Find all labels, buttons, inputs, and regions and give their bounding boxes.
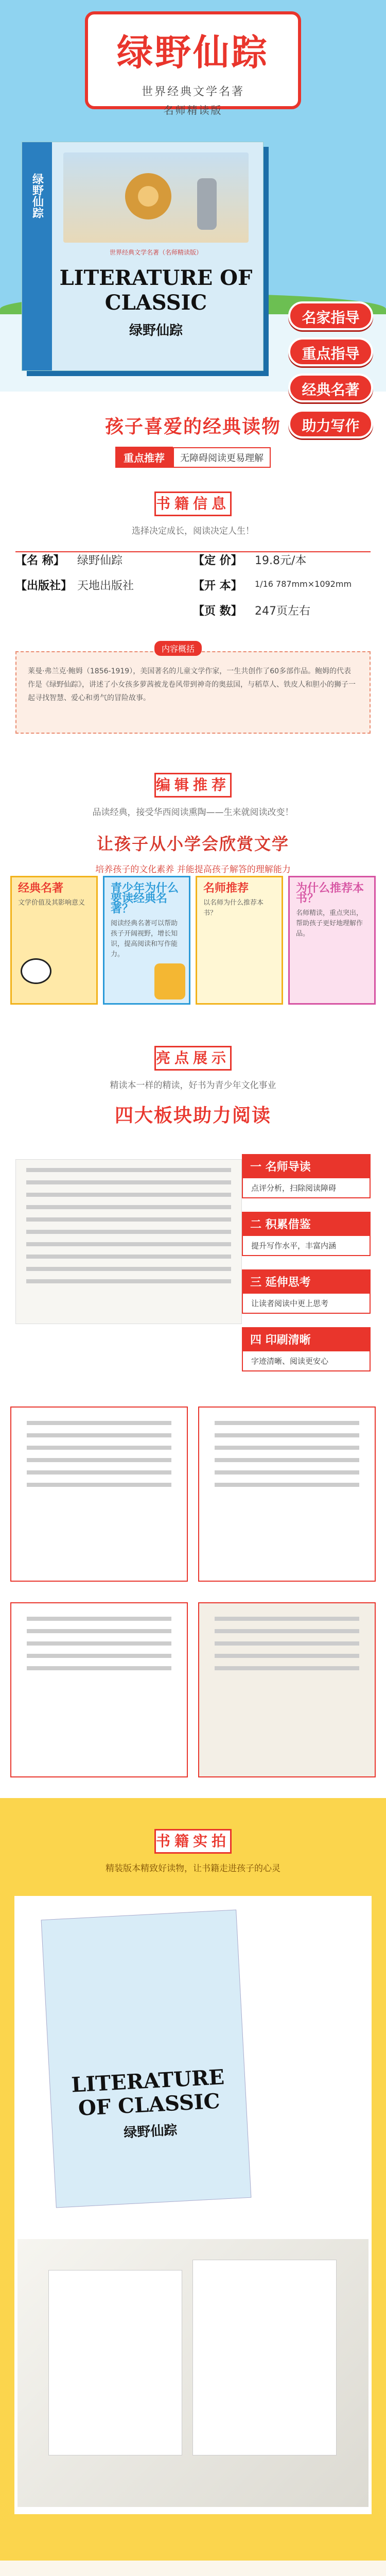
text-line — [26, 1230, 231, 1234]
info-row — [193, 602, 371, 618]
feature-desc: 字迹清晰、阅读更安心 — [242, 1351, 371, 1371]
text-line — [26, 1168, 231, 1172]
feature-head: 一 名师导读 — [242, 1154, 371, 1178]
intro-headline: 孩子喜爱的经典读物 — [104, 416, 281, 437]
intro-section — [0, 392, 386, 639]
feature-item — [242, 1269, 371, 1314]
cover-illustration — [63, 152, 249, 243]
info-value: 247页左右 — [255, 605, 310, 618]
text-line — [27, 1446, 171, 1450]
photo-book-title-cn: 绿野仙踪 — [123, 2123, 178, 2141]
photo-page — [48, 2270, 182, 2455]
text-line — [215, 1483, 359, 1487]
info-value: 19.8元/本 — [255, 554, 307, 567]
example-page — [10, 1602, 188, 1777]
book-spine — [22, 142, 52, 370]
photo-book-title-en: LITERATURE OF CLASSIC — [71, 2065, 225, 2121]
features-section — [0, 1025, 386, 1386]
feature-head: 二 积累借鉴 — [242, 1212, 371, 1236]
text-line — [215, 1654, 359, 1658]
section-title-features: 亮点展示 — [154, 1046, 232, 1071]
text-line — [215, 1470, 359, 1475]
tag-item: 经典名著 — [288, 374, 373, 402]
feature-item — [242, 1327, 371, 1371]
info-key: 【名 称】 — [15, 554, 65, 567]
ribbon-row — [0, 447, 386, 468]
examples-section — [0, 1386, 386, 1798]
divider — [15, 551, 371, 552]
info-row — [15, 577, 193, 593]
text-line — [26, 1255, 231, 1259]
summary-text: 莱曼·弗兰克·鲍姆（1856-1919），美国著名的儿童文学作家，一生共创作了60多部作品。鲍姆的代表作是《绿野仙踪》，讲述了小女孩多萝茜被龙卷风带到神奇的奥兹国，与稻草人、铁皮人和胆小的狮子一起寻找智慧、爱心和勇气的冒险故事。 — [15, 651, 371, 734]
info-row — [193, 552, 371, 568]
card-text: 以名师为什么推荐本书？ — [203, 899, 264, 917]
card-heading: 为什么推荐本书？ — [296, 882, 364, 905]
section-subtitle-features: 精读本一样的精读，好书为青少年文化事业 — [110, 1080, 276, 1091]
tag-item: 名家指导 — [288, 301, 373, 330]
ribbon-label: 重点推荐 — [115, 447, 173, 468]
text-line — [27, 1458, 171, 1462]
text-line — [215, 1458, 359, 1462]
text-line — [27, 1641, 171, 1646]
text-line — [27, 1654, 171, 1658]
panda-icon — [21, 958, 51, 984]
feature-head: 四 印刷清晰 — [242, 1327, 371, 1351]
info-key: 【出版社】 — [15, 580, 73, 592]
card-heading: 经典名著 — [18, 882, 64, 895]
info-value: 绿野仙踪 — [77, 554, 123, 567]
card-heading: 青少年为什么要读经典名著？ — [111, 882, 179, 916]
info-key: 【定 价】 — [193, 554, 242, 567]
info-key: 【页 数】 — [193, 605, 242, 618]
card-text: 文学价值及其影响意义 — [18, 899, 85, 907]
book-cover — [22, 142, 264, 371]
ribbon-text: 无障碍阅读更易理解 — [173, 447, 271, 468]
lion-face — [138, 186, 159, 207]
section-subtitle-editor: 品读经典，接受华西阅读熏陶——生来就阅读改变！ — [92, 807, 294, 818]
giraffe-icon — [154, 963, 185, 999]
text-line — [27, 1483, 171, 1487]
sample-page-image — [15, 1159, 242, 1324]
text-line — [215, 1446, 359, 1450]
info-row — [15, 602, 193, 618]
section-subtitle-photo: 精装版本精致好读物，让书籍走进孩子的心灵 — [106, 1863, 280, 1874]
text-line — [27, 1470, 171, 1475]
text-line — [26, 1267, 231, 1271]
text-line — [26, 1205, 231, 1209]
photo-open-pages — [17, 2239, 369, 2507]
text-line — [26, 1193, 231, 1197]
feature-desc: 点评分析，扫除阅读障碍 — [242, 1178, 371, 1198]
feature-desc: 提升写作水平，丰富内涵 — [242, 1236, 371, 1256]
book-title-en: LITERATURE OF CLASSIC — [59, 266, 253, 315]
editor-headline: 让孩子从小学会欣赏文学 — [96, 834, 289, 854]
title-subtitle: 世界经典文学名著 — [141, 86, 244, 98]
recommend-card — [196, 876, 283, 1005]
text-line — [27, 1629, 171, 1633]
text-line — [26, 1242, 231, 1246]
info-row — [15, 552, 193, 568]
section-title-editor: 编辑推荐 — [154, 773, 232, 798]
feature-list — [242, 1154, 371, 1385]
card-heading: 名师推荐 — [203, 882, 249, 895]
toc-section — [0, 2561, 386, 2576]
info-table — [15, 552, 371, 618]
text-line — [215, 1629, 359, 1633]
text-line — [215, 1433, 359, 1437]
text-line — [27, 1617, 171, 1621]
tin-man-illustration — [197, 178, 217, 230]
editor-section — [0, 742, 386, 1025]
info-key: 【开 本】 — [193, 580, 242, 592]
text-line — [215, 1666, 359, 1670]
info-value: 天地出版社 — [77, 580, 134, 592]
page-title: 绿野仙踪 — [117, 31, 269, 74]
recommend-card — [288, 876, 376, 1005]
feature-item — [242, 1154, 371, 1198]
photo-page — [192, 2260, 337, 2455]
feature-item — [242, 1212, 371, 1256]
features-headline: 四大板块助力阅读 — [114, 1105, 271, 1126]
title-subtitle-2: 名师精读版 — [163, 104, 223, 116]
summary-label: 内容概括 — [154, 641, 202, 656]
recommend-cards — [10, 876, 376, 1005]
section-subtitle-info: 选择决定成长，阅读决定人生！ — [132, 526, 254, 536]
text-line — [27, 1666, 171, 1670]
book-open-photo — [198, 1602, 376, 1777]
text-line — [215, 1421, 359, 1425]
info-key — [15, 602, 77, 618]
feature-head: 三 延伸思考 — [242, 1269, 371, 1294]
book-badge: 世界经典文学名著（名师精读版） — [109, 249, 202, 256]
text-line — [215, 1641, 359, 1646]
summary-section — [0, 639, 386, 742]
book-title-cn: 绿野仙踪 — [129, 323, 183, 338]
section-title-photo: 书籍实拍 — [154, 1829, 232, 1854]
book-spine-text: 绿野仙踪 — [30, 173, 44, 218]
title-banner — [85, 11, 301, 116]
feature-desc: 让读者阅读中更上思考 — [242, 1294, 371, 1314]
info-row — [193, 577, 371, 593]
text-line — [26, 1279, 231, 1283]
section-title-info: 书籍信息 — [154, 492, 232, 516]
text-line — [215, 1617, 359, 1621]
example-page — [10, 1406, 188, 1582]
card-text: 阅读经典名著可以帮助孩子开阔视野，增长知识，提高阅读和写作能力。 — [111, 920, 178, 958]
text-line — [26, 1217, 231, 1222]
photo-book-cover — [41, 1909, 252, 2208]
example-row — [10, 1602, 376, 1777]
text-line — [26, 1180, 231, 1184]
text-line — [27, 1421, 171, 1425]
example-page — [198, 1406, 376, 1582]
info-value: 1/16 787mm×1092mm — [255, 579, 352, 589]
example-row — [10, 1406, 376, 1582]
card-text: 名师精读，重点突出，帮助孩子更好地理解作品。 — [296, 909, 363, 938]
recommend-card — [10, 876, 98, 1005]
editor-sub: 培养孩子的文化素养 并能提高孩子解答的理解能力 — [95, 865, 291, 875]
tag-item: 助力写作 — [288, 410, 373, 438]
photo-section — [0, 1798, 386, 2561]
text-line — [27, 1433, 171, 1437]
photo-frame — [14, 1896, 372, 2514]
tag-item: 重点指导 — [288, 337, 373, 366]
